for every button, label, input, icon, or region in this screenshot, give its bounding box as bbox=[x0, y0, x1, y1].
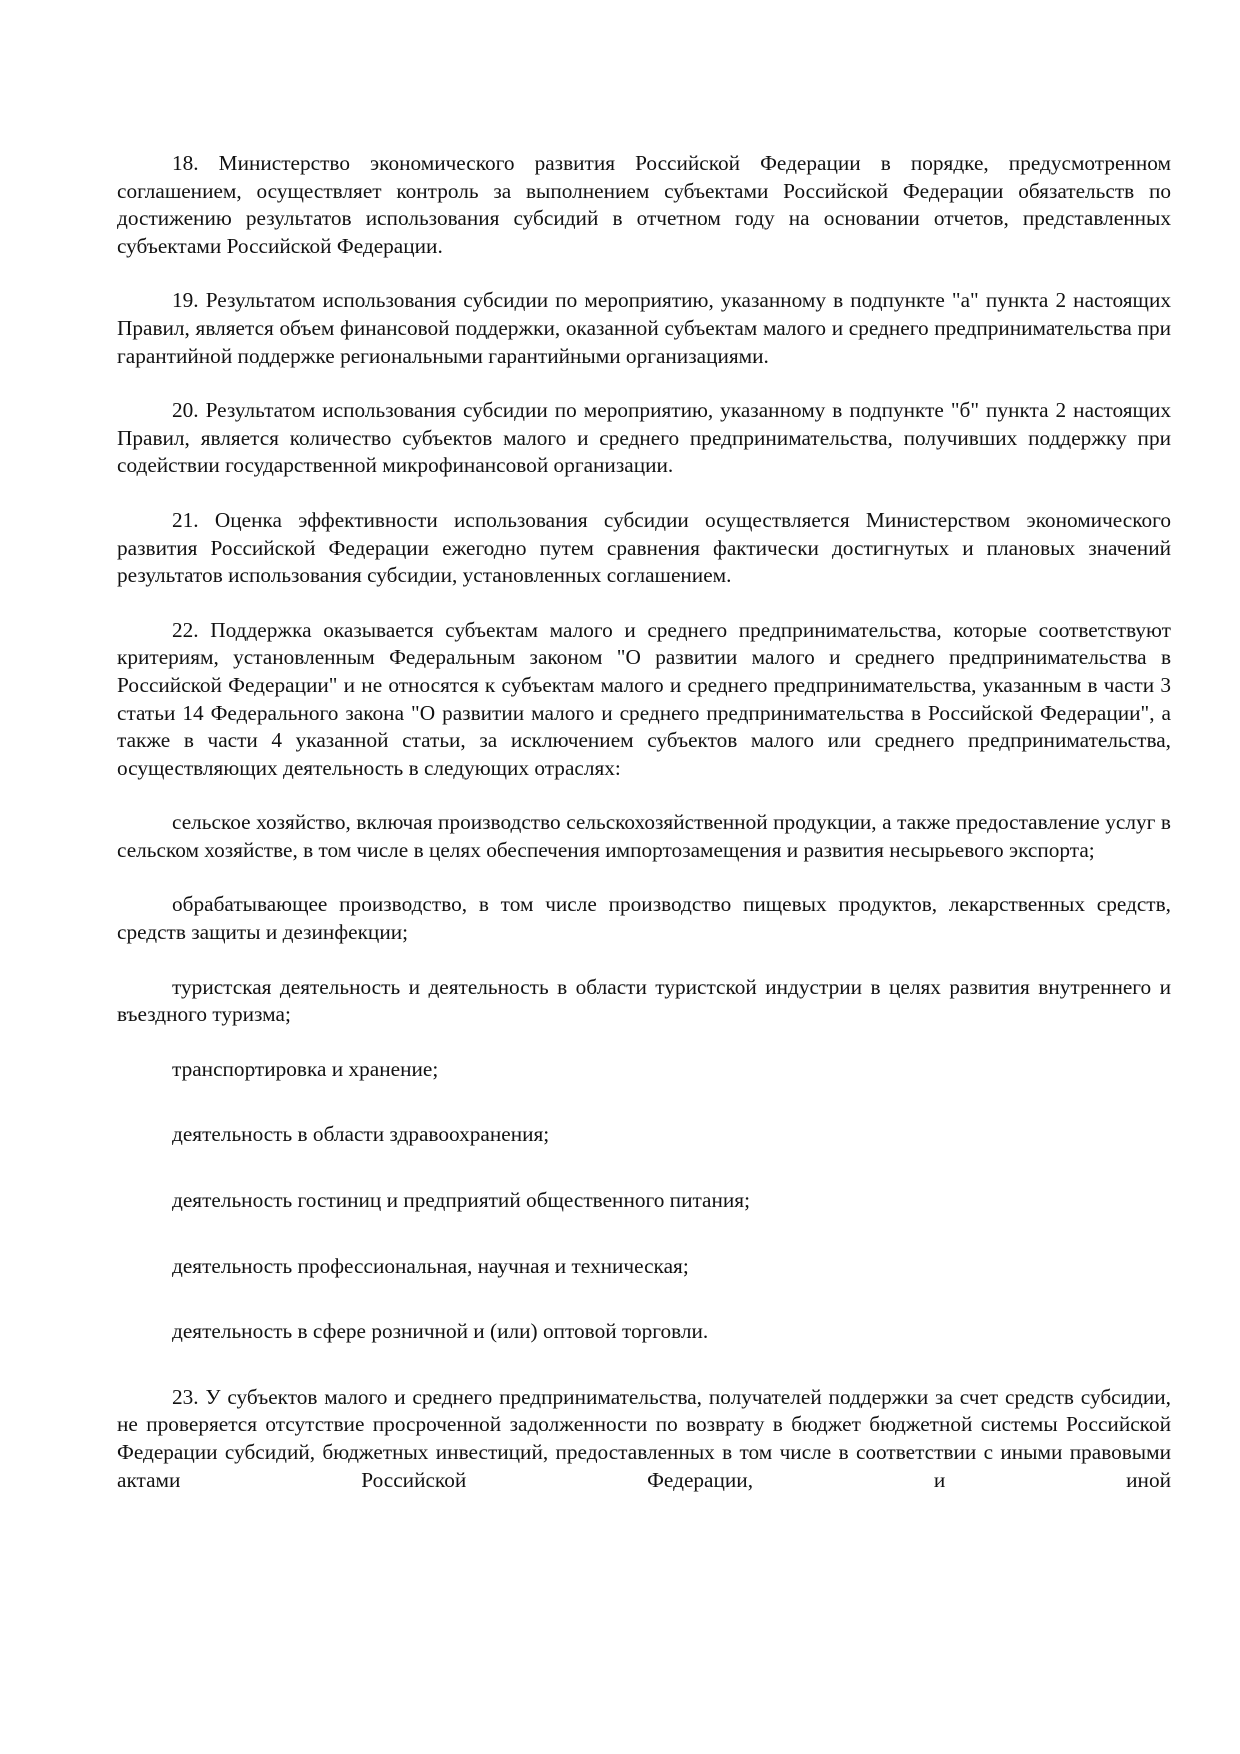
sector-list bbox=[117, 809, 1171, 1346]
sector-item-agriculture: сельское хозяйство, включая производство сельскохозяйственной продукции, а также предоставление услуг в сельском хозяйстве, в том числе в целях обеспечения импортозамещения и развития несырьевого экспорта; bbox=[117, 810, 1171, 862]
paragraph-18: 18. Министерство экономического развития Российской Федерации в порядке, предусмотренном соглашением, осуществляет контроль за выполнением субъектами Российской Федерации обязательств по достижению результатов использования субсидий в отчетном году на основании отчетов, представленных субъектами Российской Федерации. bbox=[117, 151, 1171, 258]
sector-item-tourism: туристская деятельность и деятельность в области туристской индустрии в целях развития внутреннего и въездного туризма; bbox=[117, 974, 1171, 1027]
sector-item-transport: транспортировка и хранение; bbox=[172, 1056, 439, 1081]
paragraph-20: 20. Результатом использования субсидии по мероприятию, указанному в подпункте "б" пункта 2 настоящих Правил, является количество субъектов малого и среднего предпринимательства, получивших поддержку при содействии государственной микрофинансовой организации. bbox=[117, 398, 1171, 478]
paragraph-21: 21. Оценка эффективности использования субсидии осуществляется Министерством экономического развития Российской Федерации ежегодно путем сравнения фактически достигнутых и плановых значений результатов использования субсидии, установленных соглашением. bbox=[117, 507, 1171, 588]
sector-item-healthcare: деятельность в области здравоохранения; bbox=[172, 1122, 550, 1147]
sector-item-professional: деятельность профессиональная, научная и техническая; bbox=[172, 1253, 689, 1278]
sector-item-hospitality: деятельность гостиниц и предприятий общественного питания; bbox=[172, 1188, 751, 1213]
paragraph-19: 19. Результатом использования субсидии по мероприятию, указанному в подпункте "а" пункта 2 настоящих Правил, является объем финансовой поддержки, оказанной субъектам малого и среднего предпринимательства при гарантийной поддержке региональными гарантийными организациями. bbox=[117, 288, 1171, 368]
sector-item-trade: деятельность в сфере розничной и (или) оптовой торговли. bbox=[172, 1319, 709, 1344]
paragraph-22: 22. Поддержка оказывается субъектам малого и среднего предпринимательства, которые соответствуют критериям, установленным Федеральным законом "О развитии малого и среднего предпринимательства в Российской Федерации" и не относятся к субъектам малого и среднего предпринимательства, указанным в части 3 статьи 14 Федерального закона "О развитии малого и среднего предпринимательства в Российской Федерации", а также в части 4 указанной статьи, за исключением субъектов малого или среднего предпринимательства, осуществляющих деятельность в следующих отраслях: bbox=[117, 617, 1171, 780]
sector-item-manufacturing: обрабатывающее производство, в том числе производство пищевых продуктов, лекарственных средств, средств защиты и дезинфекции; bbox=[117, 892, 1171, 945]
document-page bbox=[117, 150, 1171, 1521]
paragraph-23: 23. У субъектов малого и среднего предпринимательства, получателей поддержки за счет средств субсидии, не проверяется отсутствие просроченной задолженности по возврату в бюджет бюджетной системы Российской Федерации субсидий, бюджетных инвестиций, предоставленных в том числе в соответствии с иными правовыми актами Российской Федерации, и иной bbox=[117, 1384, 1171, 1492]
